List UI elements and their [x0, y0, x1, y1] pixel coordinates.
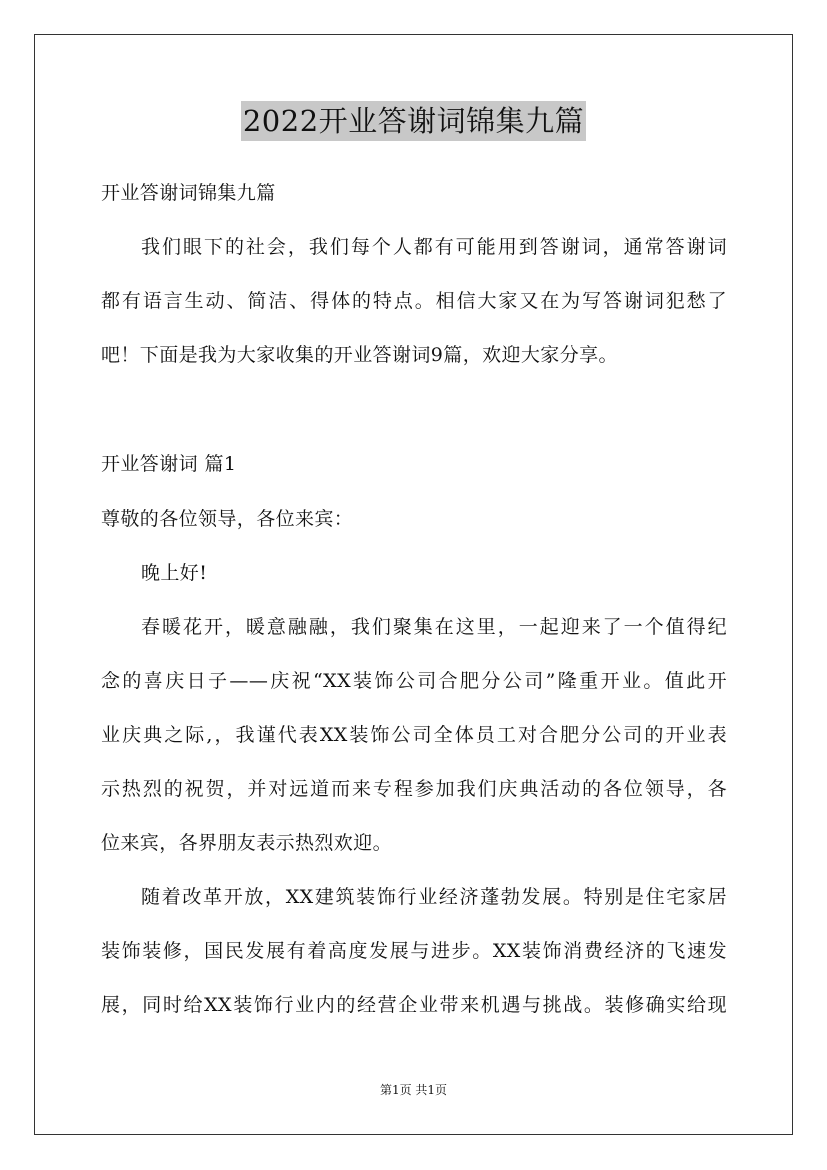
document-title: 2022开业答谢词锦集九篇 — [241, 101, 586, 141]
paragraph-line: 随着改革开放，XX建筑装饰行业经济蓬勃发展。特别是住宅家居 — [141, 886, 727, 908]
greeting: 晚上好! — [141, 562, 208, 584]
paragraph-line: 位来宾，各界朋友表示热烈欢迎。 — [101, 832, 393, 854]
salutation: 尊敬的各位领导，各位来宾： — [101, 508, 354, 530]
intro-line: 吧！下面是我为大家收集的开业答谢词9篇，欢迎大家分享。 — [101, 344, 618, 366]
paragraph-line: 装饰装修，国民发展有着高度发展与进步。XX装饰消费经济的飞速发 — [101, 940, 727, 962]
paragraph-line: 示热烈的祝贺，并对远道而来专程参加我们庆典活动的各位领导，各 — [101, 778, 727, 800]
paragraph-line: 展，同时给XX装饰行业内的经营企业带来机遇与挑战。装修确实给现 — [101, 994, 727, 1016]
paragraph-line: 念的喜庆日子——庆祝“XX装饰公司合肥分公司”隆重开业。值此开 — [101, 670, 727, 692]
title-container — [0, 101, 827, 141]
page-footer: 第1页 共1页 — [379, 1083, 448, 1097]
intro-line: 都有语言生动、简洁、得体的特点。相信大家又在为写答谢词犯愁了 — [101, 290, 727, 312]
document-subtitle: 开业答谢词锦集九篇 — [101, 182, 276, 204]
paragraph-line: 春暖花开，暖意融融，我们聚集在这里，一起迎来了一个值得纪 — [141, 616, 727, 638]
paragraph-line: 业庆典之际,，我谨代表XX装饰公司全体员工对合肥分公司的开业表 — [101, 724, 727, 746]
intro-line: 我们眼下的社会，我们每个人都有可能用到答谢词，通常答谢词 — [141, 236, 727, 258]
section-heading: 开业答谢词 篇1 — [101, 453, 237, 475]
